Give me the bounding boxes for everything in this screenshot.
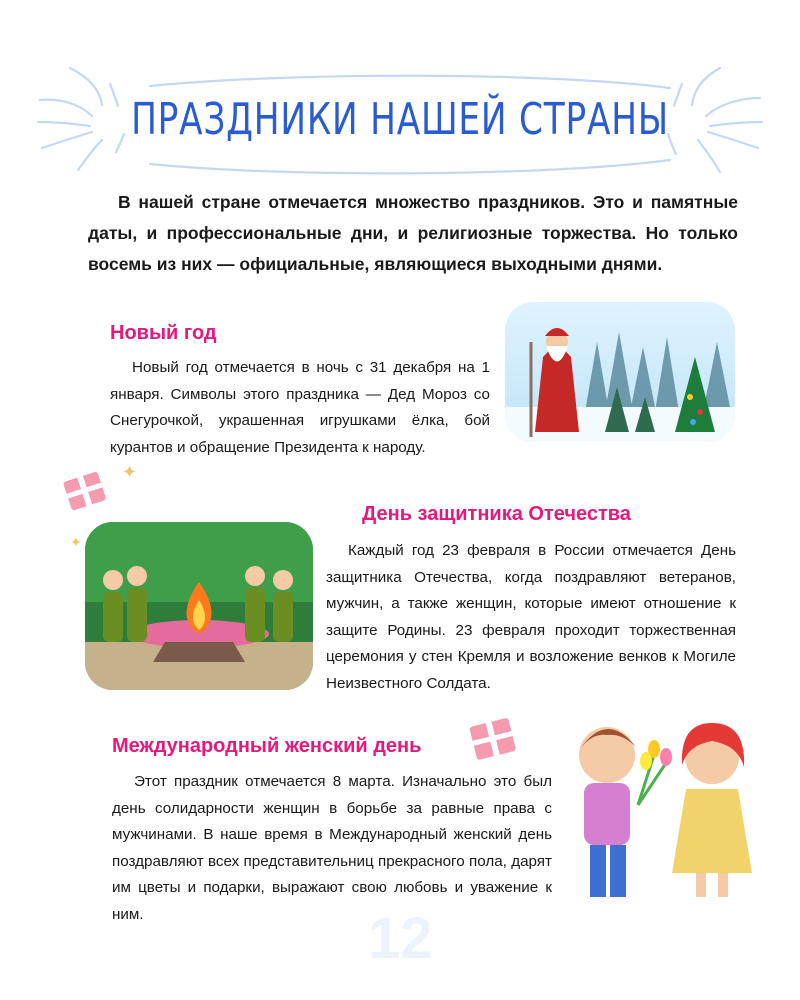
womens-day-illustration <box>562 705 762 905</box>
section-title-new-year: Новый год <box>110 322 217 344</box>
page-title: ПРАЗДНИКИ НАШЕЙ СТРАНЫ <box>131 94 669 145</box>
section-title-womens-day: Международный женский день <box>112 735 422 757</box>
star-icon: ✦ <box>70 534 82 550</box>
page-number: 12 <box>368 906 433 971</box>
star-icon: ✦ <box>122 462 138 482</box>
title-block <box>30 60 770 180</box>
section-title-defender-day: День защитника Отечества <box>362 503 631 525</box>
section-text-new-year: Новый год отмечается в ночь с 31 декабря на 1 января. Символы этого праздника — Дед Мороз со Снегурочкой, украшенная игрушками ёлка, бой курантов и обращение Президента к народу. <box>110 359 490 456</box>
section-text-womens-day: Этот праздник отмечается 8 марта. Изначально это был день солидарности женщин в борьбе за равные права с мужчинами. В наше время в Международный женский день поздравляют всех представительниц прекрасного пола, дарят им цветы и подарки, выражают свою любовь и уважение к ним. <box>112 773 552 923</box>
section-text-defender-day: Каждый год 23 февраля в России отмечается День защитника Отечества, когда поздравляют ветеранов, мужчин, а также женщин, которые имеют отношение к защите Родины. 23 февраля проходит торжественная церемония у стен Кремля и возложение венков к Могиле Неизвестного Солдата. <box>326 542 736 692</box>
gift-icon <box>55 462 115 522</box>
new-year-illustration <box>505 302 735 442</box>
defender-day-illustration <box>85 522 313 690</box>
gift-icon <box>462 706 522 769</box>
intro-paragraph: В нашей стране отмечается множество праздников. Это и памятные даты, и профессиональные дни, и религиозные торжества. Но только восемь из них — официальные, являющиеся выходными днями. <box>88 192 738 274</box>
